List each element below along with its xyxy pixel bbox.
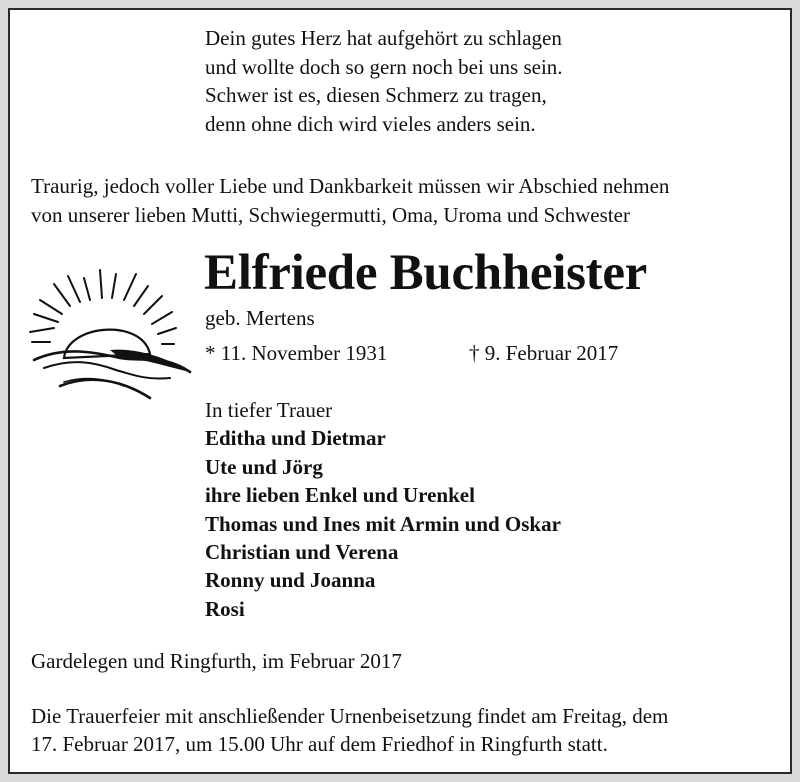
birth-date: * 11. November 1931 (205, 341, 388, 365)
mourning-lead: In tiefer Trauer (205, 398, 333, 422)
mourner-entry: ihre lieben Enkel und Urenkel (205, 483, 475, 508)
mourner-entry: Christian und Verena (205, 540, 399, 565)
mourner-entry: Rosi (205, 596, 245, 621)
poem-line: denn ohne dich wird vieles anders sein. (205, 111, 536, 136)
deceased-name: Elfriede Buchheister (204, 245, 648, 301)
poem-line: Schwer ist es, diesen Schmerz zu tragen, (205, 83, 547, 107)
poem-line: und wollte doch so gern noch bei uns sein. (205, 54, 563, 79)
mourner-entry: Ute und Jörg (205, 454, 323, 479)
mourner-entry: Ronny und Joanna (205, 568, 376, 593)
funeral-notice (31, 702, 668, 758)
setting-sun-icon (24, 262, 196, 404)
death-date: † 9. Februar 2017 (469, 341, 619, 365)
intro-line: von unserer lieben Mutti, Schwiegermutti, Oma, Uroma und Schwester (31, 202, 630, 227)
farewell-intro (31, 172, 669, 229)
memorial-poem (205, 24, 563, 138)
intro-line: Traurig, jedoch voller Liebe und Dankbarkeit müssen wir Abschied nehmen (31, 174, 670, 198)
mourner-entry: Thomas und Ines mit Armin und Oskar (205, 511, 561, 536)
notice-line: 17. Februar 2017, um 15.00 Uhr auf dem Friedhof in Ringfurth statt. (31, 732, 608, 756)
notice-line: Die Trauerfeier mit anschließender Urnenbeisetzung findet am Freitag, dem (31, 704, 669, 728)
poem-line: Dein gutes Herz hat aufgehört zu schlagen (205, 26, 562, 50)
mourner-entry: Editha und Dietmar (205, 426, 386, 451)
mourners-list (205, 396, 561, 623)
place-and-date: Gardelegen und Ringfurth, im Februar 2017 (31, 649, 402, 673)
maiden-name: geb. Mertens (205, 306, 315, 330)
